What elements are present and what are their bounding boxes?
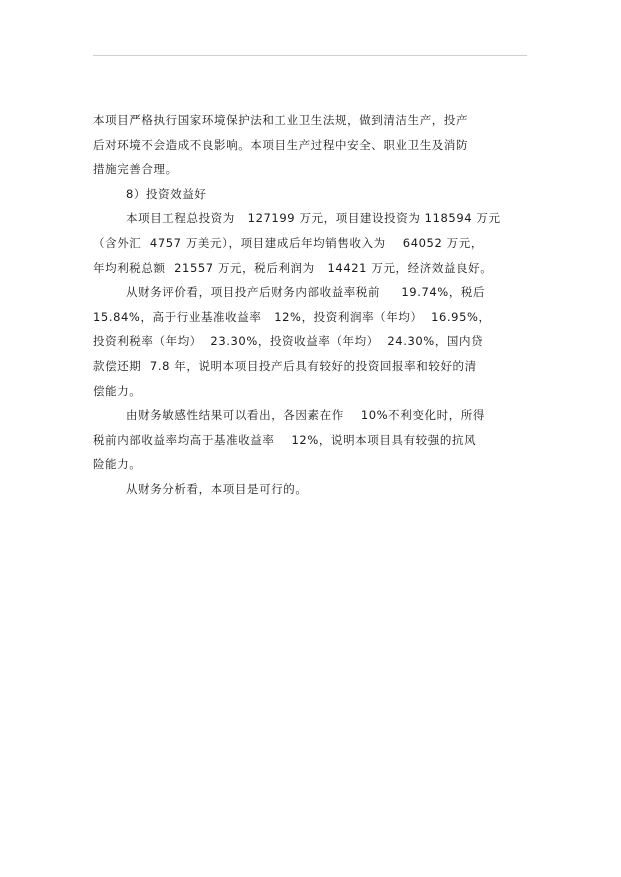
paragraph-line: 由财务敏感性结果可以看出，各因素在作 10%不利变化时，所得 — [126, 408, 485, 423]
paragraph-line: 年均利税总额 21557 万元，税后利润为 14421 万元，经济效益良好。 — [93, 260, 493, 275]
paragraph-line: 本项目严格执行国家环境保护法和工业卫生法规，做到清洁生产，投产 — [93, 113, 469, 127]
paragraph-line: 从财务分析看，本项目是可行的。 — [126, 481, 308, 496]
paragraph-line: 15.84%，高于行业基准收益率 12%，投资利润率（年均） 16.95%， — [93, 309, 491, 324]
paragraph-line: 款偿还期 7.8 年，说明本项目投产后具有较好的投资回报率和较好的清 — [93, 358, 477, 373]
section-heading: 8）投资效益好 — [126, 186, 207, 201]
paragraph-line: 措施完善合理。 — [93, 162, 178, 177]
paragraph-line: 本项目工程总投资为 127199 万元，项目建设投资为 118594 万元 — [126, 211, 501, 226]
paragraph-line: 投资利税率（年均） 23.30%，投资收益率（年均） 24.30%，国内贷 — [93, 334, 484, 349]
paragraph-line: 偿能力。 — [93, 383, 142, 398]
paragraph-line: 险能力。 — [93, 457, 142, 472]
paragraph-line: 税前内部收益率均高于基准收益率 12%，说明本项目具有较强的抗风 — [93, 432, 477, 447]
document-body — [93, 108, 533, 502]
paragraph-line: 后对环境不会造成不良影响。本项目生产过程中安全、职业卫生及消防 — [93, 137, 469, 152]
paragraph-line: （含外汇 4757 万美元），项目建成后年均销售收入为 64052 万元， — [93, 235, 483, 250]
paragraph-line: 从财务评价看，项目投产后财务内部收益率税前 19.74%，税后 — [126, 285, 486, 300]
header-rule — [93, 55, 527, 56]
